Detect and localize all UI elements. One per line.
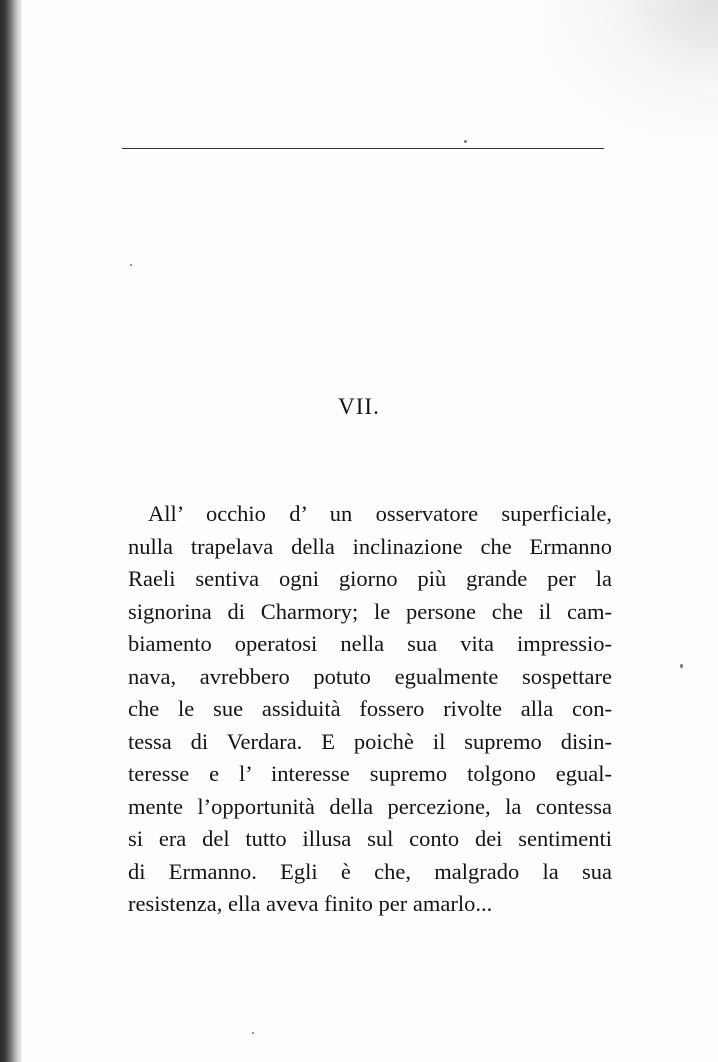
paragraph: [128, 498, 612, 921]
book-spine-shadow: [0, 0, 22, 1062]
paragraph-line: All’ occhio d’ un osservatore superficiale,: [148, 501, 612, 526]
paragraph-line: si era del tutto illusa sul conto dei sentimenti: [128, 826, 612, 851]
paragraph-line: di Ermanno. Egli è che, malgrado la sua: [128, 858, 612, 884]
paragraph-line: resistenza, ella aveva finito per amarlo...: [128, 891, 493, 916]
paragraph-line: mente l’opportunità della percezione, la contessa: [128, 793, 612, 819]
paper-speck: [252, 1032, 254, 1034]
paragraph-line: biamento operatosi nella sua vita impressio-: [128, 631, 612, 656]
header-rule: [122, 148, 604, 149]
paragraph-line: nava, avrebbero potuto egualmente sospettare: [128, 663, 612, 689]
paragraph-line: nulla trapelava della inclinazione che Ermanno: [128, 533, 612, 559]
chapter-heading: VII.: [338, 394, 380, 419]
paper-speck: [464, 140, 467, 143]
paper-speck: [680, 664, 683, 668]
page-corner-shade: [538, 0, 718, 140]
paragraph-line: Raeli sentiva ogni giorno più grande per la: [128, 566, 612, 591]
paragraph-line: signorina di Charmory; le persone che il cam-: [128, 598, 612, 624]
paragraph-line: teresse e l’ interesse supremo tolgono egual-: [128, 761, 612, 786]
paragraph-line: che le sue assiduità fossero rivolte alla con-: [128, 696, 612, 721]
paper-speck: [130, 264, 132, 266]
paragraph-line: tessa di Verdara. E poichè il supremo disin-: [128, 728, 612, 754]
